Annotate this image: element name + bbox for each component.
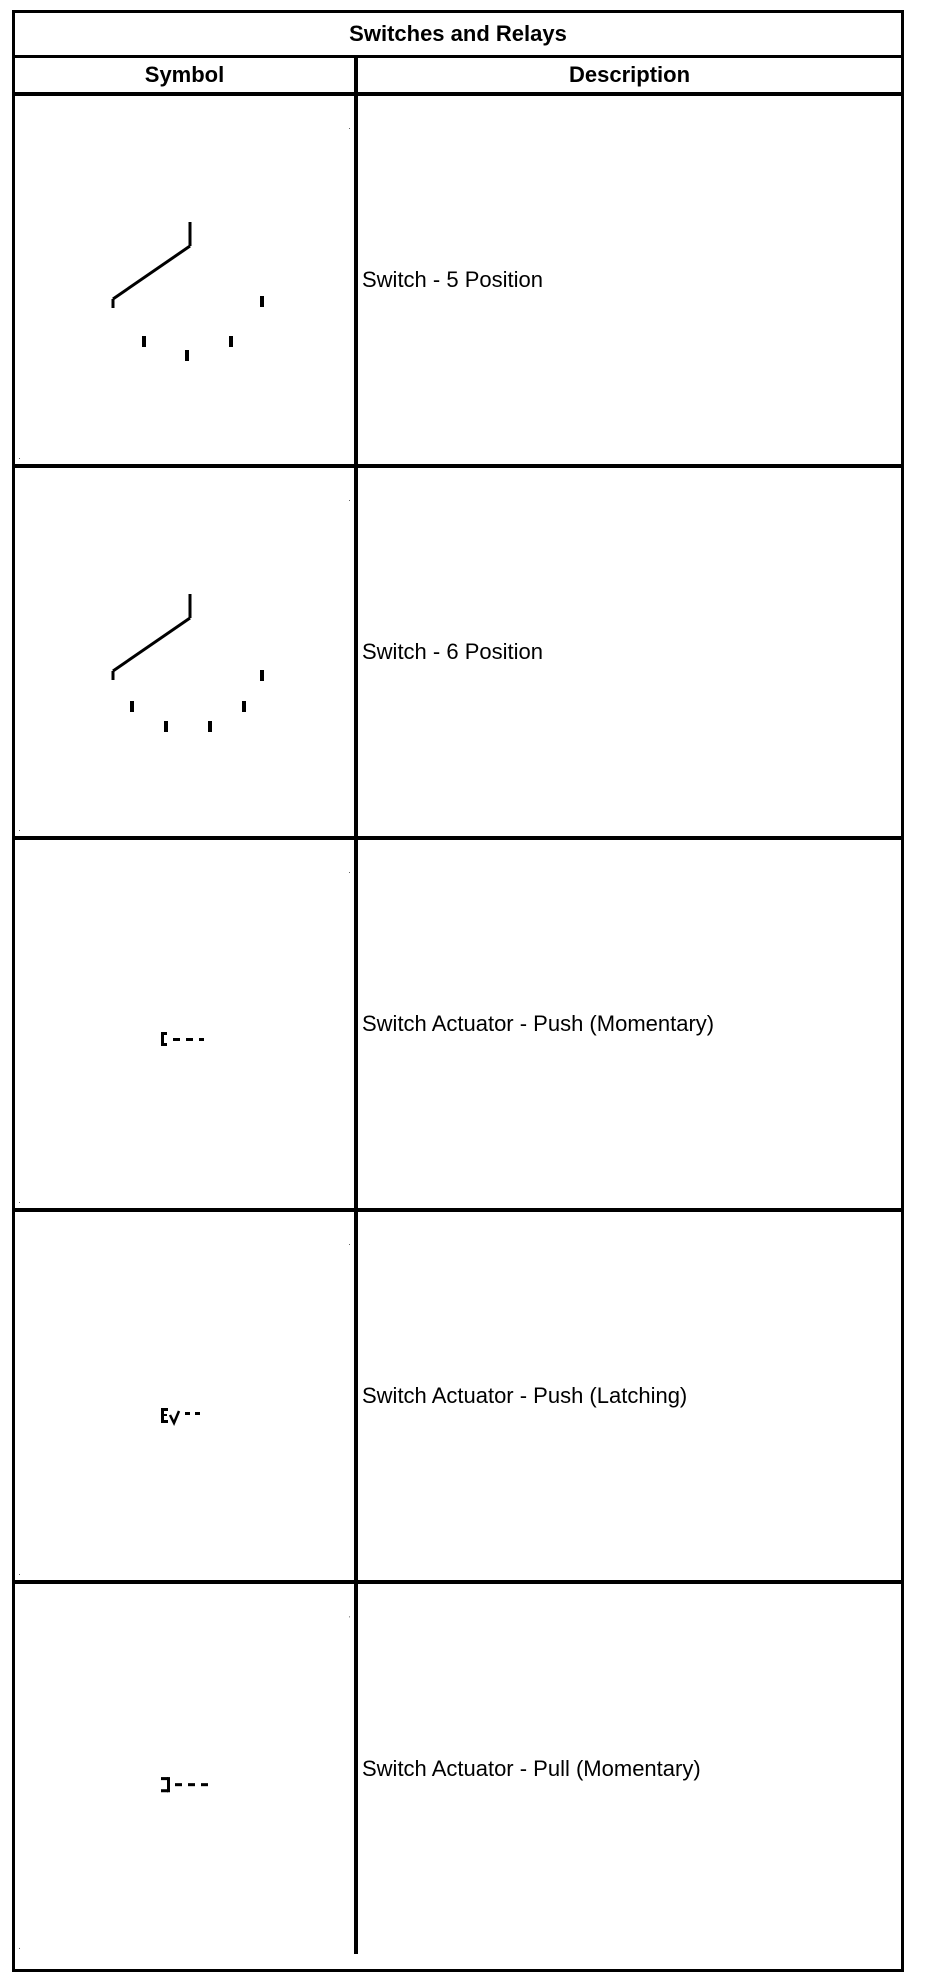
table-row: [15, 96, 901, 468]
description-cell: Switch - 6 Position: [362, 639, 543, 664]
table-row: [15, 840, 901, 1212]
description-cell: Switch Actuator - Push (Momentary): [362, 1011, 715, 1036]
table-row: [15, 468, 901, 840]
description-cell: Switch - 5 Position: [362, 267, 543, 292]
switch-6-position-symbol-icon: [15, 468, 354, 836]
description-cell: Switch Actuator - Push (Latching): [362, 1383, 688, 1408]
symbols-table: [12, 10, 904, 1972]
switch-5-position-symbol-icon: [15, 96, 354, 464]
push-momentary-actuator-symbol-icon: [15, 840, 354, 1208]
symbol-cell: [15, 840, 358, 1208]
table-row: [15, 1584, 901, 1954]
symbol-column-header: Symbol: [15, 58, 358, 92]
push-latching-actuator-symbol-icon: [15, 1212, 354, 1580]
symbol-cell: [15, 96, 358, 464]
description-cell: Switch Actuator - Pull (Momentary): [362, 1756, 701, 1781]
symbol-cell: [15, 468, 358, 836]
table-title: Switches and Relays: [15, 13, 901, 58]
symbol-cell: [15, 1584, 358, 1954]
pull-momentary-actuator-symbol-icon: [15, 1584, 354, 1954]
table-row: [15, 1212, 901, 1584]
table-header-row: [15, 58, 901, 96]
description-column-header: Description: [568, 62, 691, 87]
symbol-cell: [15, 1212, 358, 1580]
